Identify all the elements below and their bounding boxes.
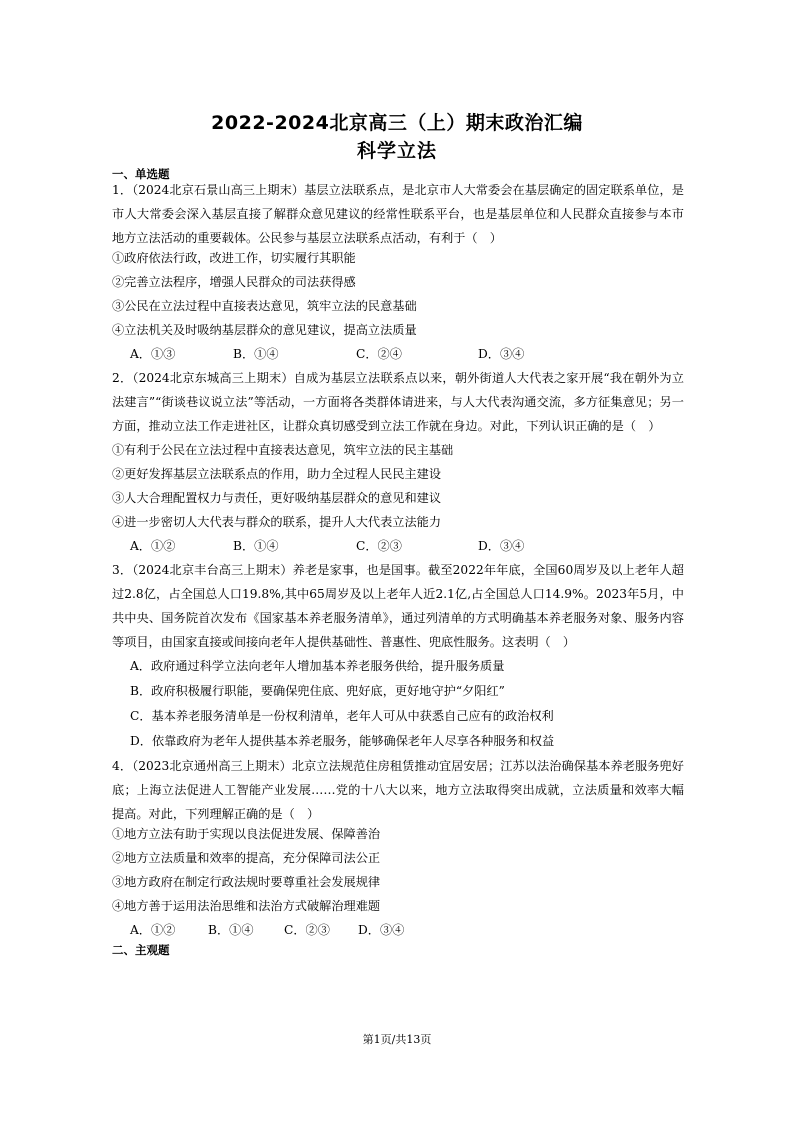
page-title: 2022-2024北京高三（上）期末政治汇编	[211, 112, 583, 134]
page-subtitle: 科学立法	[356, 140, 437, 162]
question-4-option-b: B．①④	[208, 923, 254, 937]
question-1-item-4: ④立法机关及时吸纳基层群众的意见建议，提高立法质量	[112, 323, 417, 337]
question-2-item-1: ①有利于公民在立法过程中直接表达意见，筑牢立法的民主基础	[112, 443, 454, 457]
question-1-option-c: C．②④	[356, 347, 402, 361]
question-4-text: 4．（2023北京通州高三上期末）北京立法规范住房租赁推动宜居安居；江苏以法治确保基本养老服务兜好底；上海立法促进人工智能产业发展……党的十八大以来，地方立法取得突出成就，立法质量和效率大幅提高。对此，下列理解正确的是（ ）	[112, 759, 684, 821]
question-4-item-2: ②地方立法质量和效率的提高，充分保障司法公正	[112, 851, 381, 865]
question-1-text: 1．（2024北京石景山高三上期末）基层立法联系点，是北京市人大常委会在基层确定的固定联系单位，是市人大常委会深入基层直接了解群众意见建议的经常性联系平台，也是基层单位和人民群众直接参与本市地方立法活动的重要载体。公民参与基层立法联系点活动，有利于（ ）	[112, 183, 684, 245]
question-2-option-b: B．①④	[233, 539, 279, 553]
question-4-option-c: C．②③	[284, 923, 330, 937]
question-2-item-4: ④进一步密切人大代表与群众的联系，提升人大代表立法能力	[112, 515, 442, 529]
question-4-item-3: ③地方政府在制定行政法规时要尊重社会发展规律	[112, 875, 381, 889]
question-4-item-1: ①地方立法有助于实现以良法促进发展、保障善治	[112, 827, 381, 841]
question-1-option-a: A．①③	[130, 347, 176, 361]
section-heading-single-choice: 一、单选题	[112, 167, 170, 181]
question-2-option-c: C．②③	[356, 539, 402, 553]
question-4-option-a: A．①②	[130, 923, 176, 937]
question-1-item-1: ①政府依法行政，改进工作，切实履行其职能	[112, 251, 356, 265]
question-2-item-3: ③人大合理配置权力与责任，更好吸纳基层群众的意见和建议	[112, 491, 442, 505]
question-1-option-b: B．①④	[233, 347, 279, 361]
question-3-choice-c: C．基本养老服务清单是一份权利清单，老年人可从中获悉自己应有的政治权利	[130, 709, 554, 723]
question-1-item-3: ③公民在立法过程中直接表达意见，筑牢立法的民意基础	[112, 299, 417, 313]
page-number: 第1页/共13页	[362, 1033, 432, 1046]
question-3-text: 3．（2024北京丰台高三上期末）养老是家事，也是国事。截至2022年年底，全国60周岁及以上老年人超过2.8亿，占全国总人口19.8%,其中65周岁及以上老年人近2.1亿,占全国总人口14.9%。2023年5月，中共中央、国务院首次发布《国家基本养老服务清单》，通过列清单的方式明确基本养老服务对象、服务内容等项目，由国家直接或间接向老年人提供基础性、普惠性、兜底性服务。这表明（ ）	[112, 563, 684, 649]
question-3-choice-b: B．政府积极履行职能，要确保兜住底、兜好底，更好地守护“夕阳红”	[130, 684, 505, 698]
question-2-item-2: ②更好发挥基层立法联系点的作用，助力全过程人民民主建设	[112, 467, 442, 481]
question-4-option-d: D．③④	[358, 923, 405, 937]
question-2-option-d: D．③④	[478, 539, 525, 553]
question-4-item-4: ④地方善于运用法治思维和法治方式破解治理难题	[112, 899, 381, 913]
question-2-text: 2．（2024北京东城高三上期末）自成为基层立法联系点以来，朝外街道人大代表之家开展“我在朝外为立法建言”“街谈巷议说立法”等活动，一方面将各类群体请进来，与人大代表沟通交流，多方征集意见；另一方面，推动立法工作走进社区，让群众真切感受到立法工作就在身边。对此，下列认识正确的是（ ）	[112, 371, 684, 433]
question-1-option-d: D．③④	[478, 347, 525, 361]
question-3-choice-d: D．依靠政府为老年人提供基本养老服务，能够确保老年人尽享各种服务和权益	[130, 734, 555, 748]
question-1-item-2: ②完善立法程序，增强人民群众的司法获得感	[112, 275, 356, 289]
question-2-option-a: A．①②	[130, 539, 176, 553]
section-heading-subjective: 二、主观题	[112, 943, 170, 957]
question-3-choice-a: A．政府通过科学立法向老年人增加基本养老服务供给，提升服务质量	[130, 659, 505, 673]
